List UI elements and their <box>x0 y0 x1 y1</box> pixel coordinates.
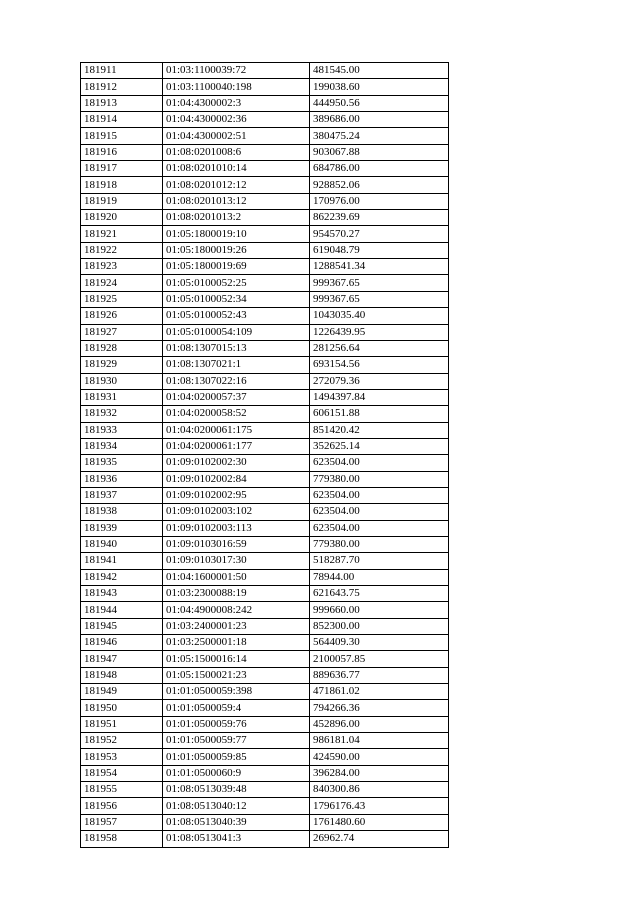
row-id-cell: 181942 <box>81 569 163 585</box>
row-code-cell: 01:05:0100052:25 <box>163 275 310 291</box>
table-row <box>81 798 449 814</box>
row-code-cell: 01:03:1100039:72 <box>163 63 310 79</box>
row-id-cell: 181922 <box>81 242 163 258</box>
row-amount-cell: 1043035.40 <box>310 308 449 324</box>
row-amount-cell: 1494397.84 <box>310 389 449 405</box>
table-row <box>81 161 449 177</box>
row-code-cell: 01:08:1307015:13 <box>163 340 310 356</box>
table-row <box>81 667 449 683</box>
row-id-cell: 181946 <box>81 635 163 651</box>
row-code-cell: 01:01:0500059:76 <box>163 716 310 732</box>
row-amount-cell: 851420.42 <box>310 422 449 438</box>
row-id-cell: 181918 <box>81 177 163 193</box>
row-amount-cell: 779380.00 <box>310 471 449 487</box>
row-amount-cell: 928852.06 <box>310 177 449 193</box>
row-id-cell: 181919 <box>81 193 163 209</box>
row-id-cell: 181954 <box>81 765 163 781</box>
row-amount-cell: 623504.00 <box>310 520 449 536</box>
row-code-cell: 01:08:0513040:39 <box>163 814 310 830</box>
table-row <box>81 569 449 585</box>
row-code-cell: 01:04:4300002:3 <box>163 95 310 111</box>
row-id-cell: 181927 <box>81 324 163 340</box>
row-amount-cell: 954570.27 <box>310 226 449 242</box>
table-row <box>81 406 449 422</box>
row-id-cell: 181914 <box>81 112 163 128</box>
row-code-cell: 01:09:0102002:84 <box>163 471 310 487</box>
row-code-cell: 01:04:0200061:177 <box>163 438 310 454</box>
table-row <box>81 389 449 405</box>
row-amount-cell: 444950.56 <box>310 95 449 111</box>
table-row <box>81 95 449 111</box>
row-code-cell: 01:04:0200058:52 <box>163 406 310 422</box>
row-code-cell: 01:04:4900008:242 <box>163 602 310 618</box>
row-id-cell: 181911 <box>81 63 163 79</box>
row-id-cell: 181953 <box>81 749 163 765</box>
row-code-cell: 01:08:0201010:14 <box>163 161 310 177</box>
row-code-cell: 01:04:0200061:175 <box>163 422 310 438</box>
row-amount-cell: 352625.14 <box>310 438 449 454</box>
row-code-cell: 01:05:1800019:26 <box>163 242 310 258</box>
table-row <box>81 242 449 258</box>
table-row <box>81 291 449 307</box>
table-row <box>81 553 449 569</box>
row-amount-cell: 452896.00 <box>310 716 449 732</box>
table-row <box>81 63 449 79</box>
row-id-cell: 181958 <box>81 831 163 847</box>
row-code-cell: 01:01:0500060:9 <box>163 765 310 781</box>
row-id-cell: 181938 <box>81 504 163 520</box>
row-id-cell: 181956 <box>81 798 163 814</box>
row-amount-cell: 78944.00 <box>310 569 449 585</box>
row-amount-cell: 199038.60 <box>310 79 449 95</box>
row-amount-cell: 779380.00 <box>310 536 449 552</box>
row-amount-cell: 903067.88 <box>310 144 449 160</box>
row-amount-cell: 862239.69 <box>310 210 449 226</box>
table-row <box>81 422 449 438</box>
row-id-cell: 181925 <box>81 291 163 307</box>
table-row <box>81 455 449 471</box>
row-code-cell: 01:08:0513039:48 <box>163 782 310 798</box>
row-code-cell: 01:05:0100052:34 <box>163 291 310 307</box>
row-id-cell: 181932 <box>81 406 163 422</box>
row-id-cell: 181917 <box>81 161 163 177</box>
row-code-cell: 01:03:1100040:198 <box>163 79 310 95</box>
row-id-cell: 181949 <box>81 684 163 700</box>
row-amount-cell: 281256.64 <box>310 340 449 356</box>
row-amount-cell: 623504.00 <box>310 487 449 503</box>
row-id-cell: 181941 <box>81 553 163 569</box>
row-code-cell: 01:09:0102002:30 <box>163 455 310 471</box>
row-amount-cell: 986181.04 <box>310 733 449 749</box>
row-code-cell: 01:09:0103017:30 <box>163 553 310 569</box>
table-row <box>81 471 449 487</box>
row-amount-cell: 1288541.34 <box>310 259 449 275</box>
data-table <box>80 62 449 848</box>
row-amount-cell: 2100057.85 <box>310 651 449 667</box>
row-code-cell: 01:08:0201013:2 <box>163 210 310 226</box>
row-id-cell: 181955 <box>81 782 163 798</box>
table-row <box>81 128 449 144</box>
row-id-cell: 181931 <box>81 389 163 405</box>
row-amount-cell: 623504.00 <box>310 504 449 520</box>
row-id-cell: 181950 <box>81 700 163 716</box>
row-code-cell: 01:04:0200057:37 <box>163 389 310 405</box>
row-amount-cell: 1761480.60 <box>310 814 449 830</box>
row-amount-cell: 424590.00 <box>310 749 449 765</box>
row-id-cell: 181940 <box>81 536 163 552</box>
row-amount-cell: 272079.36 <box>310 373 449 389</box>
row-id-cell: 181915 <box>81 128 163 144</box>
table-row <box>81 651 449 667</box>
table-row <box>81 716 449 732</box>
row-code-cell: 01:03:2500001:18 <box>163 635 310 651</box>
row-code-cell: 01:08:0201013:12 <box>163 193 310 209</box>
row-code-cell: 01:01:0500059:398 <box>163 684 310 700</box>
table-row <box>81 340 449 356</box>
row-amount-cell: 389686.00 <box>310 112 449 128</box>
row-code-cell: 01:03:2300088:19 <box>163 586 310 602</box>
row-amount-cell: 518287.70 <box>310 553 449 569</box>
row-code-cell: 01:03:2400001:23 <box>163 618 310 634</box>
row-id-cell: 181939 <box>81 520 163 536</box>
row-id-cell: 181936 <box>81 471 163 487</box>
table-row <box>81 487 449 503</box>
row-id-cell: 181913 <box>81 95 163 111</box>
row-id-cell: 181912 <box>81 79 163 95</box>
row-code-cell: 01:08:0513041:3 <box>163 831 310 847</box>
row-code-cell: 01:01:0500059:4 <box>163 700 310 716</box>
row-amount-cell: 999660.00 <box>310 602 449 618</box>
row-code-cell: 01:05:0100052:43 <box>163 308 310 324</box>
table-row <box>81 586 449 602</box>
row-code-cell: 01:09:0102003:113 <box>163 520 310 536</box>
row-amount-cell: 619048.79 <box>310 242 449 258</box>
row-id-cell: 181947 <box>81 651 163 667</box>
table-row <box>81 79 449 95</box>
table-row <box>81 765 449 781</box>
row-amount-cell: 852300.00 <box>310 618 449 634</box>
row-amount-cell: 999367.65 <box>310 291 449 307</box>
table-body <box>81 63 449 848</box>
row-id-cell: 181934 <box>81 438 163 454</box>
row-id-cell: 181952 <box>81 733 163 749</box>
table-row <box>81 259 449 275</box>
row-id-cell: 181943 <box>81 586 163 602</box>
row-code-cell: 01:08:1307022:16 <box>163 373 310 389</box>
row-id-cell: 181916 <box>81 144 163 160</box>
row-amount-cell: 684786.00 <box>310 161 449 177</box>
table-row <box>81 749 449 765</box>
row-code-cell: 01:08:0513040:12 <box>163 798 310 814</box>
table-row <box>81 602 449 618</box>
row-code-cell: 01:01:0500059:77 <box>163 733 310 749</box>
table-row <box>81 782 449 798</box>
row-amount-cell: 380475.24 <box>310 128 449 144</box>
table-row <box>81 373 449 389</box>
row-code-cell: 01:05:1500016:14 <box>163 651 310 667</box>
row-code-cell: 01:04:4300002:36 <box>163 112 310 128</box>
row-amount-cell: 889636.77 <box>310 667 449 683</box>
table-row <box>81 144 449 160</box>
table-row <box>81 504 449 520</box>
row-code-cell: 01:05:1800019:69 <box>163 259 310 275</box>
row-id-cell: 181951 <box>81 716 163 732</box>
row-id-cell: 181945 <box>81 618 163 634</box>
table-row <box>81 733 449 749</box>
row-amount-cell: 481545.00 <box>310 63 449 79</box>
row-code-cell: 01:08:0201012:12 <box>163 177 310 193</box>
table-row <box>81 112 449 128</box>
row-code-cell: 01:04:4300002:51 <box>163 128 310 144</box>
row-id-cell: 181944 <box>81 602 163 618</box>
table-row <box>81 275 449 291</box>
table-row <box>81 520 449 536</box>
row-code-cell: 01:09:0102003:102 <box>163 504 310 520</box>
row-id-cell: 181957 <box>81 814 163 830</box>
row-id-cell: 181926 <box>81 308 163 324</box>
row-code-cell: 01:05:0100054:109 <box>163 324 310 340</box>
row-id-cell: 181937 <box>81 487 163 503</box>
row-code-cell: 01:09:0102002:95 <box>163 487 310 503</box>
table-row <box>81 700 449 716</box>
row-code-cell: 01:09:0103016:59 <box>163 536 310 552</box>
row-amount-cell: 623504.00 <box>310 455 449 471</box>
row-amount-cell: 606151.88 <box>310 406 449 422</box>
table-row <box>81 308 449 324</box>
row-amount-cell: 471861.02 <box>310 684 449 700</box>
table-row <box>81 193 449 209</box>
row-amount-cell: 396284.00 <box>310 765 449 781</box>
row-id-cell: 181920 <box>81 210 163 226</box>
row-amount-cell: 1796176.43 <box>310 798 449 814</box>
row-code-cell: 01:01:0500059:85 <box>163 749 310 765</box>
table-row <box>81 438 449 454</box>
row-id-cell: 181948 <box>81 667 163 683</box>
row-id-cell: 181929 <box>81 357 163 373</box>
table-row <box>81 635 449 651</box>
table-row <box>81 226 449 242</box>
table-row <box>81 684 449 700</box>
table-row <box>81 324 449 340</box>
table-row <box>81 618 449 634</box>
row-id-cell: 181923 <box>81 259 163 275</box>
row-amount-cell: 693154.56 <box>310 357 449 373</box>
row-amount-cell: 794266.36 <box>310 700 449 716</box>
row-amount-cell: 999367.65 <box>310 275 449 291</box>
table-row <box>81 210 449 226</box>
row-id-cell: 181933 <box>81 422 163 438</box>
row-id-cell: 181935 <box>81 455 163 471</box>
table-row <box>81 357 449 373</box>
row-code-cell: 01:08:0201008:6 <box>163 144 310 160</box>
table-row <box>81 814 449 830</box>
row-code-cell: 01:05:1500021:23 <box>163 667 310 683</box>
row-amount-cell: 840300.86 <box>310 782 449 798</box>
row-code-cell: 01:04:1600001:50 <box>163 569 310 585</box>
row-amount-cell: 621643.75 <box>310 586 449 602</box>
table-row <box>81 831 449 847</box>
row-amount-cell: 1226439.95 <box>310 324 449 340</box>
row-id-cell: 181924 <box>81 275 163 291</box>
row-amount-cell: 170976.00 <box>310 193 449 209</box>
row-code-cell: 01:08:1307021:1 <box>163 357 310 373</box>
table-row <box>81 536 449 552</box>
table-row <box>81 177 449 193</box>
row-id-cell: 181930 <box>81 373 163 389</box>
row-id-cell: 181921 <box>81 226 163 242</box>
row-amount-cell: 26962.74 <box>310 831 449 847</box>
row-code-cell: 01:05:1800019:10 <box>163 226 310 242</box>
row-id-cell: 181928 <box>81 340 163 356</box>
row-amount-cell: 564409.30 <box>310 635 449 651</box>
